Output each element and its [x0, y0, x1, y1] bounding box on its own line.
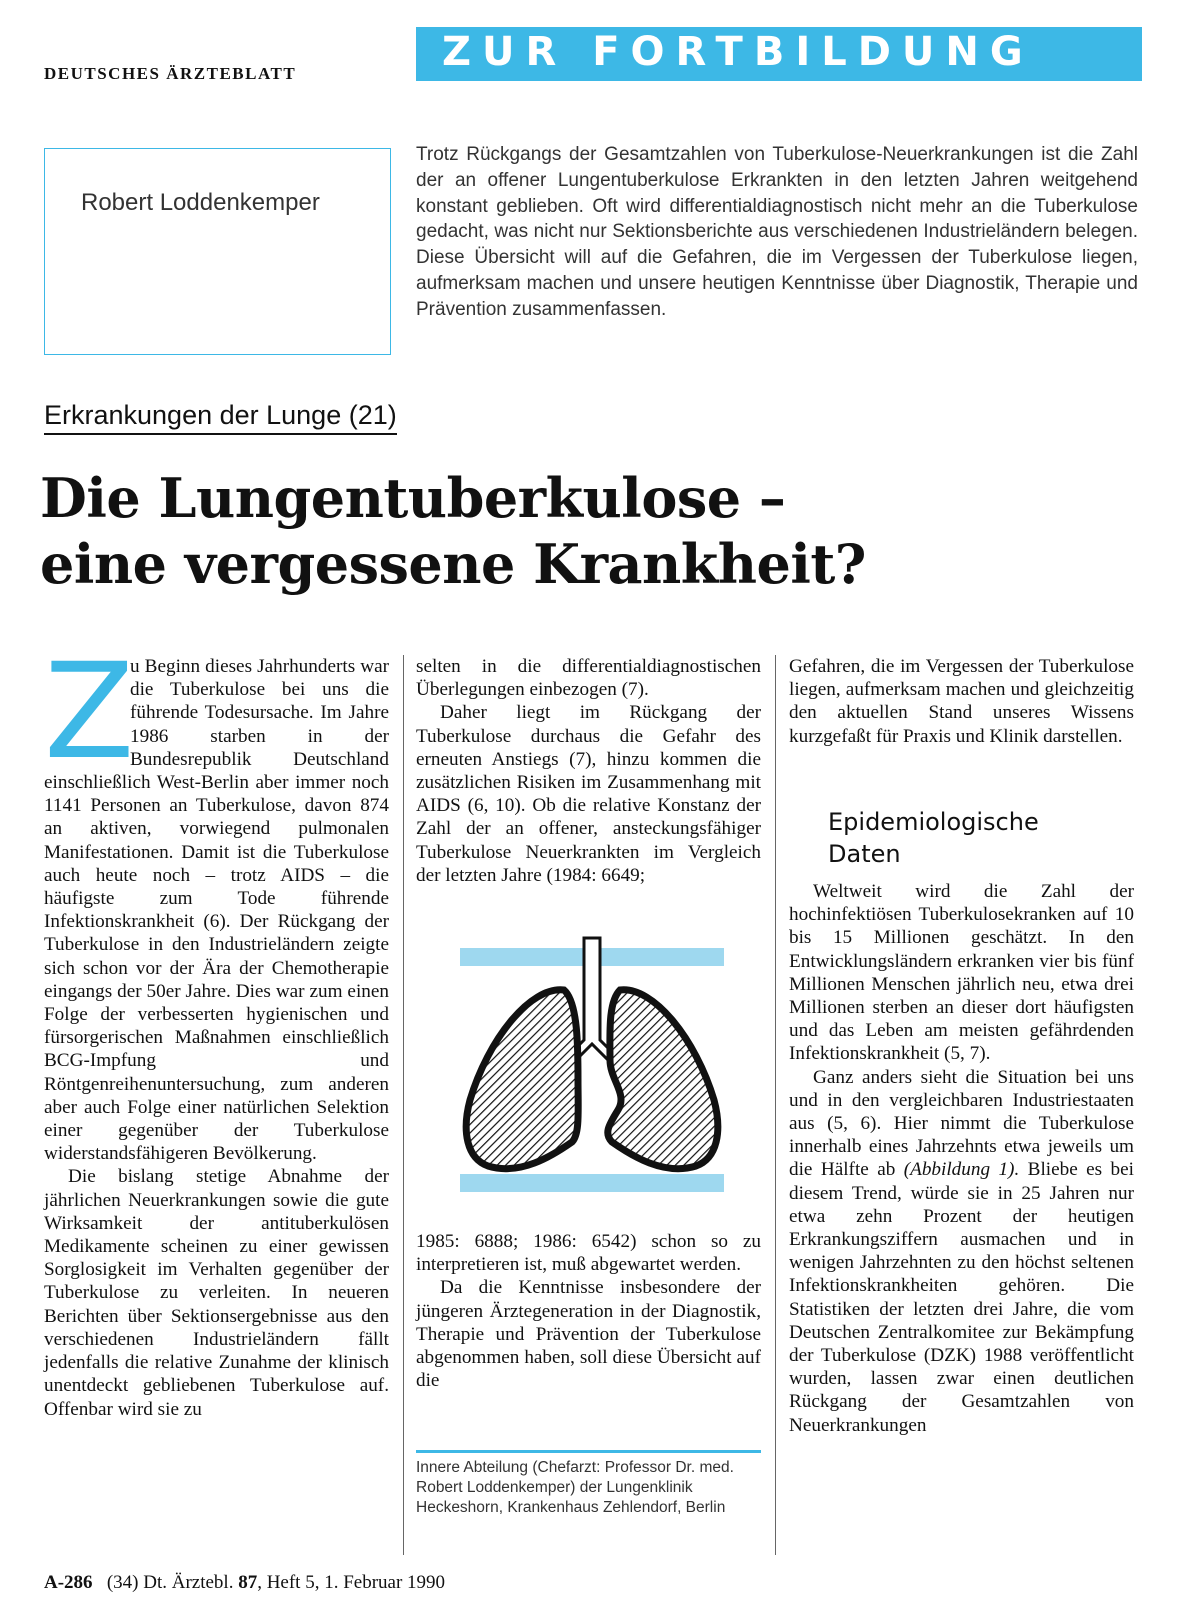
abstract: Trotz Rückgangs der Gesamtzahlen von Tuberkulose-Neuerkrankungen ist die Zahl der an offener Lungentuberkulose Erkrankten in den letzten Jahren weitgehend konstant geblieben. Oft wird differentialdiagnostisch nicht mehr an die Tuberkulose gedacht, was nicht nur Sektionsberichte aus verschiedenen Industrieländern belegen. Diese Übersicht will auf die Gefahren, die im Vergessen der Tuberkulose liegen, aufmerksam machen und unsere heutigen Kenntnisse über Diagnostik, Therapie und Prävention zusammenfassen. [416, 144, 1138, 320]
lungs-icon [460, 930, 724, 1210]
paragraph: 1985: 6888; 1986: 6542) schon so zu interpretieren ist, muß abgewartet werden. [416, 1231, 761, 1276]
paragraph: Daher liegt im Rückgang der Tuberkulose durchaus die Gefahr des erneuten Anstiegs (7), hinzu kommen die zusätzlichen Risiken im Zusammenhang mit AIDS (6, 10). Ob die relative Konstanz der Zahl der an offener, ansteckungsfähiger Tuberkulose Neuerkrankten im Vergleich der letzten Jahre (1984: 6649; [416, 702, 761, 886]
page-number: A-286 [44, 1572, 93, 1593]
column-2-top [416, 655, 761, 887]
series-title: Erkrankungen der Lunge (21) [44, 400, 397, 435]
paragraph: selten in die differentialdiagnostischen Überlegungen einbezogen (7). [416, 656, 761, 701]
column-divider [403, 655, 404, 1555]
title-line-2: eine vergessene Krankheit? [40, 532, 866, 596]
journal-name: DEUTSCHES ÄRZTEBLATT [44, 64, 297, 83]
column-1 [44, 635, 389, 1421]
section-banner: ZUR FORTBILDUNG [416, 27, 1142, 81]
drop-cap: Z [44, 635, 135, 789]
article-title [40, 465, 866, 597]
section-heading-line-2: Daten [828, 840, 901, 868]
volume-number: 87 [238, 1572, 258, 1593]
section-heading-line-1: Epidemiologische [828, 808, 1039, 836]
figure-reference: (Abbildung 1). [903, 1159, 1020, 1181]
column-3-lower [789, 880, 1134, 1437]
text-run: Bliebe es bei diesem Trend, würde sie in 25 Jahren nur etwa zehn Prozent der heutigen Erkrankungsziffern ausmachen und in wenigen Jahrzehnten zu den höchst seltenen Infektionskrankheiten gehören. Die Statistiken der letzten drei Jahre, die vom Deutschen Zentralkomitee zur Bekämpfung der Tuberkulose (DZK) 1988 veröffentlicht wurden, lassen zwar einen deutlichen Rückgang der Gesamtzahlen von Neuerkrankungen [789, 1159, 1134, 1436]
paragraph: Weltweit wird die Zahl der hochinfektiösen Tuberkulosekranken auf 10 bis 15 Millionen geschätzt. In den Entwicklungsländern erkranken vier bis fünf Millionen Menschen jährlich neu, etwa drei Millionen sterben an dieser dort häufigsten und das Leben am meisten gefährdenden Infektionskrankheit (5, 7). [789, 881, 1134, 1065]
citation-suffix: , Heft 5, 1. Februar 1990 [257, 1572, 446, 1593]
column-3 [789, 655, 1134, 748]
paragraph: Da die Kenntnisse insbesondere der jüngeren Ärztegeneration in der Diagnostik, Therapie und Prävention der Tuberkulose abgenommen haben, soll diese Übersicht auf die [416, 1277, 761, 1392]
affiliation-footnote: Innere Abteilung (Chefarzt: Professor Dr. med. Robert Loddenkemper) der Lungenklinik Heckeshorn, Krankenhaus Zehlendorf, Berlin [416, 1459, 734, 1516]
paragraph: u Beginn dieses Jahrhunderts war die Tuberkulose bei uns die führende Todesursache. Im Jahre 1986 starben in der Bundesrepublik Deutschland einschließlich West-Berlin aber immer noch 1141 Personen an Tuberkulose, davon 874 an aktiven, vorwiegend pulmonalen Manifestationen. Damit ist die Tuberkulose auch heute noch – trotz AIDS – die häufigste zum Tode führende Infektionskrankheit (6). Der Rückgang der Tuberkulose in den Industrieländern zeigte sich schon vor der Ära der Chemotherapie eingangs der 50er Jahre. Dies war zum einen Folge der verbesserten hygienischen und fürsorgerischen Maßnahmen einschließlich BCG-Impfung und Röntgenreihenuntersuchung, zum anderen aber auch Folge einer natürlichen Selektion einer gegenüber der Tuberkulose widerstandsfähigeren Bevölkerung. [44, 656, 389, 1165]
title-line-1: Die Lungentuberkulose – [40, 466, 786, 530]
author-name: Robert Loddenkemper [81, 189, 320, 216]
author-box [44, 148, 391, 355]
text-run: Ganz anders sieht die Situation bei uns und in den vergleichbaren Industriestaaten aus (5, 6). Hier nimmt die Tuberkulose innerhalb eines Jahrzehnts etwa jeweils um die Hälfte ab [789, 1066, 1134, 1181]
paragraph: Die bislang stetige Abnahme der jährlichen Neuerkrankungen sowie die gute Wirksamkeit der antituberkulösen Medikamente scheinen zu einer gewissen Sorglosigkeit im Verhalten gegenüber der Tuberkulose zu verleiten. In neueren Berichten über Sektionsergebnisse aus den verschiedenen Industrieländern fällt jedenfalls die relative Zunahme der klinisch unentdeckt gebliebenen Tuberkulose auf. Offenbar wird sie zu [44, 1166, 389, 1420]
page-footer [44, 1572, 445, 1594]
footnote-rule [416, 1450, 761, 1453]
citation-prefix: (34) Dt. Ärztebl. [106, 1572, 239, 1593]
right-lung [608, 990, 718, 1169]
section-heading [828, 806, 1039, 870]
paragraph [789, 1066, 1134, 1437]
column-2-bottom [416, 1230, 761, 1392]
paragraph: Gefahren, die im Vergessen der Tuberkulose liegen, aufmerksam machen und gleichzeitig den aktuellen Stand unseres Wissens kurzgefaßt für Praxis und Klinik darstellen. [789, 656, 1134, 747]
column-divider [775, 655, 776, 1555]
figure-bar-bottom [460, 1174, 724, 1192]
left-lung [466, 990, 578, 1169]
